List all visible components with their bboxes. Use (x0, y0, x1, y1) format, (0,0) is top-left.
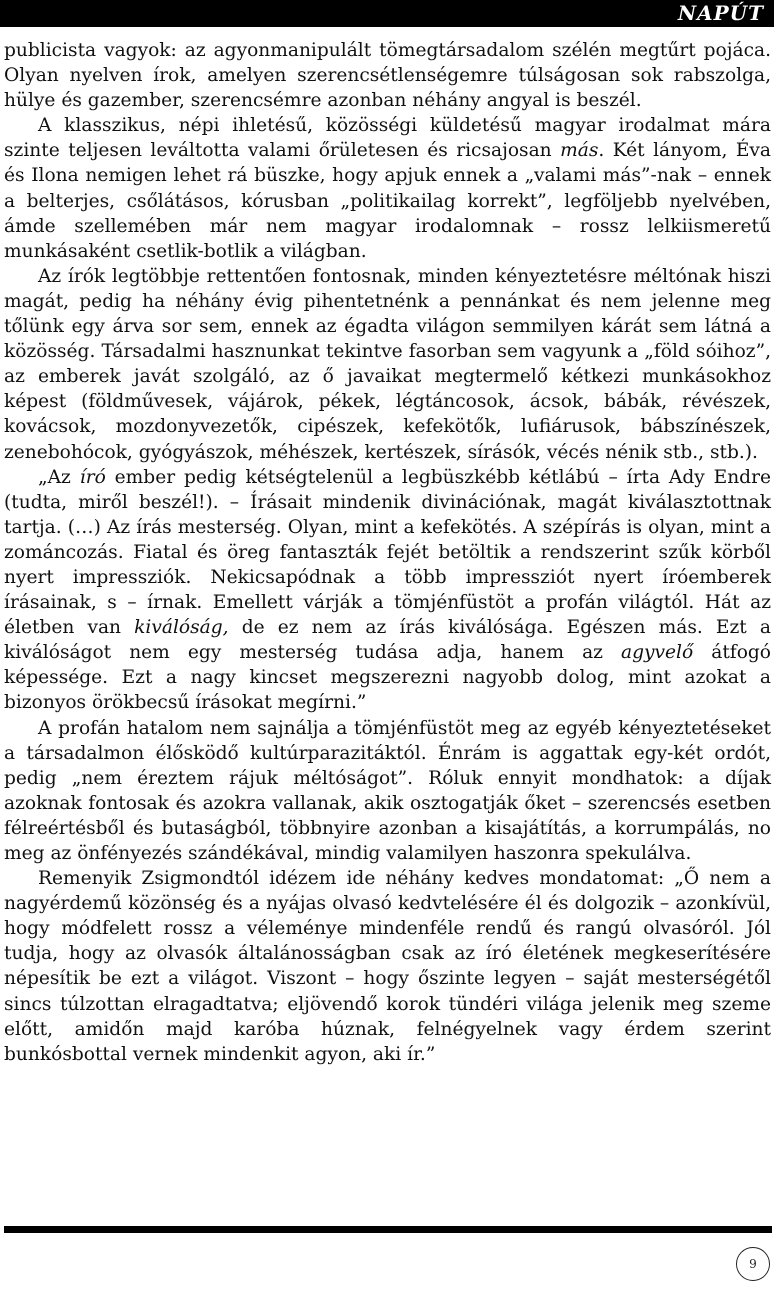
paragraph-3: Az írók legtöbbje rettentően fontosnak, minden kényeztetésre méltónak hiszi magát, pedig ha néhány évig pihentetnénk a pennánkat és nem jelenne meg tőlünk egy árva sor sem, ennek az égadta világon semmilyen kárát sem látná a közösség. Társadalmi hasznunkat tekintve fasorban sem vagyunk a „föld sóihoz”, az emberek javát szolgáló, az ő javaikat megtermelő kétkezi munkásokhoz képest (földművesek, vájárok, pékek, légtáncosok, ácsok, bábák, révészek, kovácsok, mozdonyvezetők, cipészek, kefekötők, lufiárusok, bábszínészek, zenebohócok, gyógyászok, méhészek, kertészek, sírásók, vécés nénik stb., stb.). (4, 265, 771, 463)
emphasis-text: más (560, 140, 599, 162)
emphasis-text: kiválóság, (134, 617, 229, 639)
journal-title: NAPÚT (677, 1, 764, 25)
quote-text: de ez nem az írás kiválósága. Egészen más. Ezt a kiválóságot nem egy mesterség tudása adja, hanem az (4, 617, 771, 664)
paragraph-2-text-cont: . Két lányom, Éva és Ilona nemigen lehet rá büszke, hogy apjuk ennek a „valami más”-nak – ennek a belterjes, csőlátásos, kórusban „politikailag korrekt”, legföljebb nyelvében, ámde szellemében már nem magyar irodalomnak – rossz lelkiismeretű munkásaként csetlik-botlik a világban. (4, 140, 771, 262)
paragraph-6: Remenyik Zsigmondtól idézem ide néhány kedves mondatomat: „Ő nem a nagyérdemű közönség és a nyájas olvasó kedvtelésére él és dolgozik – azonkívül, hogy módfelett rossz a véleménye mindenféle rendű és rangú olvasóról. Jól tudja, hogy az olvasók általánosságban csak az író életének megkeserítésére népesítik be ezt a világot. Viszont – hogy őszinte legyen – saját mesterségétől sincs túlzottan elragadtatva; eljövendő korok tündéri világa jelenik meg szeme előtt, amidőn majd karóba húznak, felnégyelnek vagy érdem szerint bunkósbottal vernek mindenkit agyon, aki ír.” (4, 868, 771, 1065)
page-number: 9 (736, 1247, 770, 1281)
paragraph-4-quote (4, 465, 771, 716)
paragraph-5: A profán hatalom nem sajnálja a tömjénfüstöt meg az egyéb kényeztetéseket a társadalmon élősködő kultúrparazitáktól. Énrám is aggattak egy-két ordót, pedig „nem éreztem rájuk méltóságot”. Róluk ennyit mondhatok: a díjak azoknak fontosak és azokra vallanak, akik osztogatják őket – szerencsés esetben félreértésből és butaságból, többnyire azonban a kisajátítás, a korrumpálás, no meg az önfényezés szándékával, mindig valamilyen haszonra spekulálva. (4, 717, 771, 864)
header-bar (0, 0, 774, 27)
quote-text: ember pedig kétségtelenül a legbüszkébb kétlábú – írta Ady Endre (tudta, miről beszél!). – Írásait mindenik divinációnak, magát kiválasztottnak tartja. (…) Az írás mesterség. Olyan, mint a kefekötés. A szépírás is olyan, mint a zománcozás. Fiatal és öreg fantaszták fejét betöltik a rendszerint szűk körből nyert impressziók. Nekicsapódnak a több impressziót nyert íróemberek írásainak, s – írnak. Emellett várják a tömjénfüstöt a profán világtól. Hát az életben van (4, 466, 771, 639)
quote-text: „Az (38, 466, 80, 488)
emphasis-text: író (79, 466, 106, 488)
emphasis-text: agyvelő (621, 642, 694, 664)
footer-rule (4, 1226, 772, 1233)
paragraph-2-text: A klasszikus, népi ihletésű, közösségi küldetésű magyar irodalmat mára szinte teljesen leváltotta valami őrületesen és ricsajosan (4, 115, 771, 162)
quote-text: átfogó képessége. Ezt a nagy kincset megszerezni nagyobb dolog, mint azokat a bizonyos örökbecsű írásokat megírni.” (4, 642, 771, 714)
paragraph-1: publicista vagyok: az agyonmanipulált tömegtársadalom szélén megtűrt pojáca. Olyan nyelven írok, amelyen szerencsétlenségemre túlságosan sok rabszolga, hülye és gazember, szerencsémre azonban néhány angyal is beszél. (4, 40, 771, 112)
article-body (4, 38, 771, 1067)
paragraph-2 (4, 113, 771, 264)
